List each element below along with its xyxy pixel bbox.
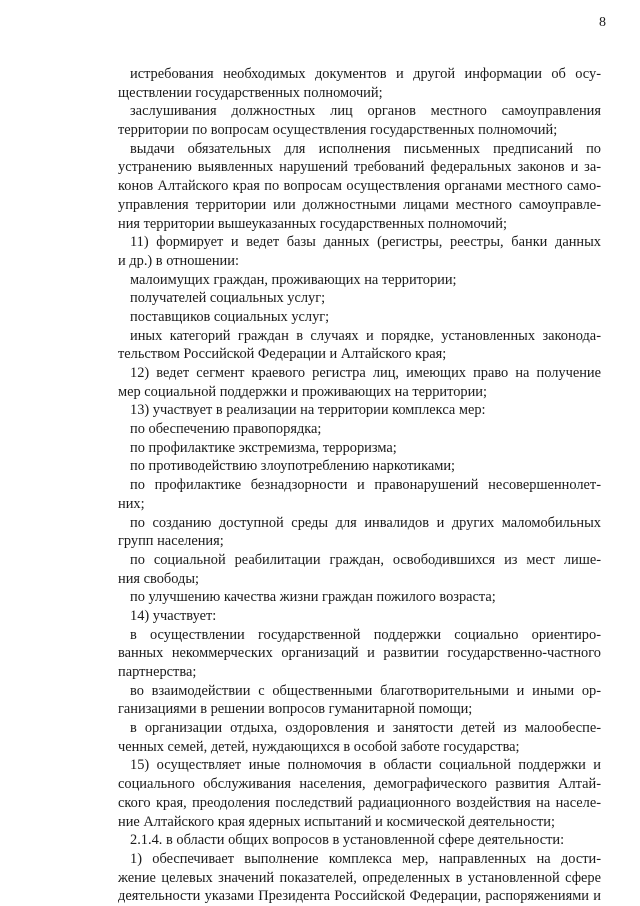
- text-line: ществлении государственных полномочий;: [118, 84, 383, 101]
- text-line: по социальной реабилитации граждан, освободившихся из мест лише-: [130, 551, 601, 568]
- text-line: ченных семей, детей, нуждающихся в особой заботе государства;: [118, 738, 520, 755]
- text-line: ского края, преодоления последствий радиационного воздействия на населе-: [118, 794, 601, 811]
- text-line: социального обслуживания населения, демографического развития Алтай-: [118, 776, 601, 793]
- text-line: ние Алтайского края ядерных испытаний и космической деятельности;: [118, 813, 555, 830]
- text-line: малоимущих граждан, проживающих на территории;: [130, 271, 457, 288]
- text-line: и др.) в отношении:: [118, 252, 239, 269]
- text-line: по противодействию злоупотреблению наркотиками;: [130, 458, 456, 475]
- text-line: по созданию доступной среды для инвалидов и других маломобильных: [130, 514, 601, 531]
- text-line: иных категорий граждан в случаях и порядке, установленных законода-: [130, 327, 601, 344]
- text-line: ния свободы;: [118, 570, 199, 587]
- text-line: ганизациями в решении вопросов гуманитарной помощи;: [118, 701, 473, 718]
- text-line: по улучшению качества жизни граждан пожилого возраста;: [130, 589, 496, 606]
- text-line: ванных некоммерческих организаций и развитии государственно-частного: [118, 645, 601, 662]
- text-line: 11) формирует и ведет базы данных (регистры, реестры, банки данных: [130, 234, 601, 251]
- text-line: 12) ведет сегмент краевого регистра лиц, имеющих право на получение: [130, 365, 601, 381]
- text-line: по профилактике безнадзорности и правонарушений несовершеннолет-: [130, 477, 601, 494]
- text-line: конов Алтайского края по вопросам осуществления органами местного само-: [118, 178, 601, 195]
- text-line: групп населения;: [118, 533, 224, 550]
- text-line: жение целевых значений показателей, определенных в установленной сфере: [118, 869, 601, 886]
- text-line: устранению выявленных нарушений требований федеральных законов и за-: [118, 159, 601, 176]
- text-line: истребования необходимых документов и другой информации об осу-: [130, 66, 601, 82]
- text-line: партнерства;: [118, 664, 197, 680]
- text-line: 13) участвует в реализации на территории комплекса мер:: [130, 402, 486, 419]
- text-line: 14) участвует:: [130, 607, 217, 624]
- text-line: 1) обеспечивает выполнение комплекса мер, направленных на дости-: [130, 850, 601, 867]
- document-text: [118, 65, 601, 906]
- text-line: поставщиков социальных услуг;: [130, 308, 330, 325]
- text-line: в осуществлении государственной поддержки социально ориентиро-: [130, 626, 601, 643]
- text-line: во взаимодействии с общественными благотворительными и иными ор-: [130, 682, 601, 699]
- text-line: тельством Российской Федерации и Алтайского края;: [118, 346, 447, 363]
- text-line: по обеспечению правопорядка;: [130, 421, 322, 438]
- text-line: по профилактике экстремизма, терроризма;: [130, 439, 397, 456]
- text-line: территории по вопросам осуществления государственных полномочий;: [118, 122, 558, 139]
- text-line: в организации отдыха, оздоровления и занятости детей из малообеспе-: [130, 720, 601, 737]
- text-line: выдачи обязательных для исполнения письменных предписаний по: [130, 140, 601, 157]
- text-line: них;: [118, 495, 145, 512]
- text-line: ния территории вышеуказанных государственных полномочий;: [118, 215, 507, 232]
- text-line: управления территории или должностными лицами местного самоуправле-: [118, 196, 601, 213]
- page-number: 8: [599, 15, 606, 30]
- text-line: заслушивания должностных лиц органов местного самоуправления: [130, 103, 601, 120]
- text-line: деятельности указами Президента Российской Федерации, распоряжениями и: [118, 888, 601, 905]
- text-line: 15) осуществляет иные полномочия в области социальной поддержки и: [130, 757, 601, 774]
- text-line: получателей социальных услуг;: [130, 290, 326, 307]
- text-line: 2.1.4. в области общих вопросов в установленной сфере деятельности:: [130, 832, 565, 849]
- text-line: мер социальной поддержки и проживающих на территории;: [118, 383, 488, 400]
